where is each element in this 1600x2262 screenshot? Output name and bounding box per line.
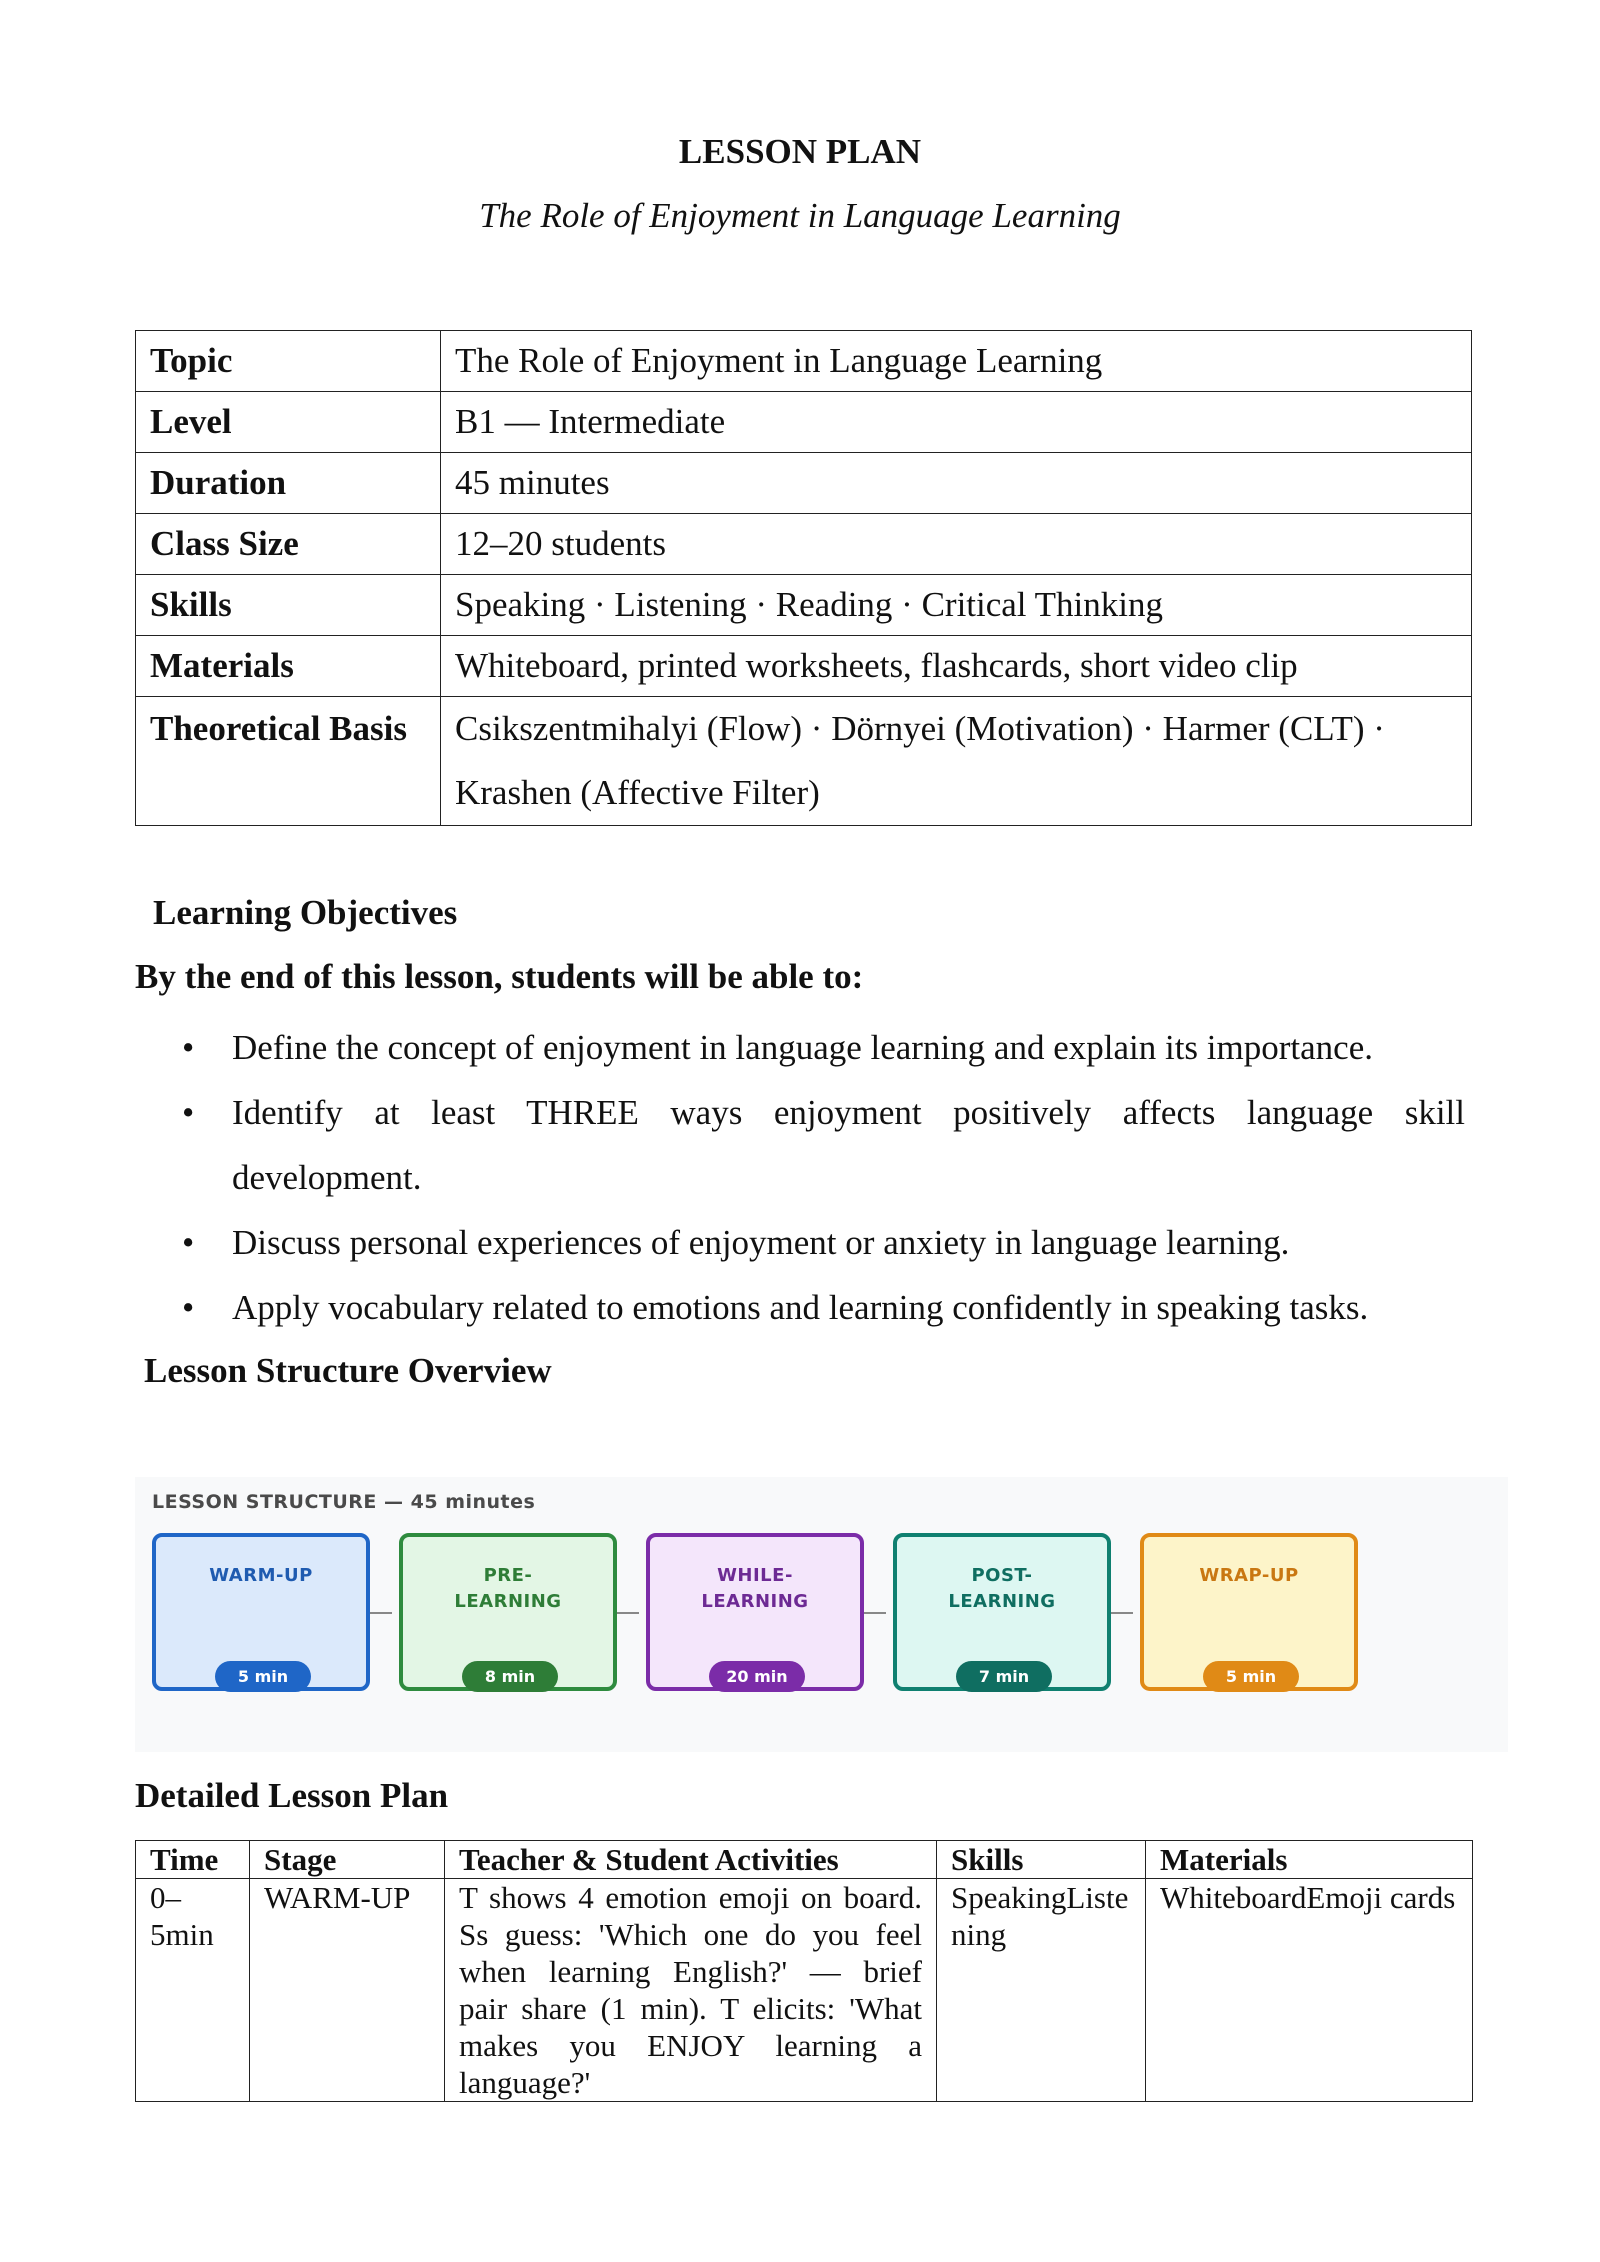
stage-cell: WARM-UP [250,1879,445,2102]
stage-name: WRAP-UP [1199,1565,1299,1586]
plan-column-header: Teacher & Student Activities [445,1841,937,1879]
stage-duration-badge: 5 min [215,1661,311,1692]
stage-connector [370,1612,392,1614]
info-label: Duration [136,453,441,514]
activities-cell: T shows 4 emotion emoji on board. Ss guess: 'Which one do you feel when learning English?' — brief pair share (1 min). T elicits: 'What makes you ENJOY learning a language?' [445,1879,937,2102]
info-row [136,575,1472,636]
stage-duration-badge: 8 min [462,1661,558,1692]
table-row [136,1879,1473,2102]
stage-connector [864,1612,886,1614]
objectives-list [135,1015,1465,1340]
info-value: 45 minutes [441,453,1472,514]
plan-column-header: Time [136,1841,250,1879]
structure-heading: Lesson Structure Overview [144,1351,552,1390]
objective-text: Apply vocabulary related to emotions and learning confidently in speaking tasks. [232,1288,1369,1327]
plan-column-header: Stage [250,1841,445,1879]
stage-name: WHILE- LEARNING [701,1565,809,1612]
info-row [136,453,1472,514]
objective-item [135,1015,1465,1080]
stage-connector [617,1612,639,1614]
document-title: LESSON PLAN [678,132,922,171]
stage-name: WARM-UP [209,1565,313,1586]
objective-text: Identify at least THREE ways enjoyment positively affects language skill development. [232,1093,1465,1197]
stage-box [646,1533,864,1691]
bullet-icon: • [182,1288,195,1327]
objectives-heading: Learning Objectives [153,893,458,932]
bullet-icon: • [182,1223,195,1262]
detailed-plan-table [135,1840,1473,2102]
diagram-title: LESSON STRUCTURE — 45 minutes [152,1491,536,1513]
bullet-icon: • [182,1093,195,1132]
info-row [136,392,1472,453]
info-row [136,331,1472,392]
objective-text: Discuss personal experiences of enjoyment or anxiety in language learning. [232,1223,1290,1262]
skills-cell: SpeakingListening [937,1879,1146,2102]
stage-duration-badge: 7 min [956,1661,1052,1692]
stage-box [399,1533,617,1691]
objective-item [135,1080,1465,1210]
stage-duration-badge: 5 min [1203,1661,1299,1692]
stage-name: PRE- LEARNING [454,1565,562,1612]
info-value: Speaking · Listening · Reading · Critical Thinking [441,575,1472,636]
info-value: Csikszentmihalyi (Flow) · Dörnyei (Motivation) · Harmer (CLT) · Krashen (Affective Filter) [441,697,1472,826]
info-label: Skills [136,575,441,636]
stage-duration-badge: 20 min [709,1661,805,1692]
info-label: Topic [136,331,441,392]
document-subtitle: The Role of Enjoyment in Language Learning [479,196,1121,235]
bullet-icon: • [182,1028,195,1067]
stage-connector [1111,1612,1133,1614]
info-label: Class Size [136,514,441,575]
info-label: Materials [136,636,441,697]
materials-cell: WhiteboardEmoji cards [1146,1879,1473,2102]
lesson-info-table [135,330,1472,826]
info-value: Whiteboard, printed worksheets, flashcards, short video clip [441,636,1472,697]
info-value: The Role of Enjoyment in Language Learning [441,331,1472,392]
objective-item [135,1275,1465,1340]
info-label: Level [136,392,441,453]
plan-header-row [136,1841,1473,1879]
info-row [136,514,1472,575]
stage-box [893,1533,1111,1691]
lesson-structure-diagram [135,1477,1508,1752]
stage-name: POST- LEARNING [948,1565,1056,1612]
info-row [136,697,1472,826]
objective-item [135,1210,1465,1275]
plan-column-header: Materials [1146,1841,1473,1879]
objectives-intro: By the end of this lesson, students will be able to: [135,957,864,996]
objective-text: Define the concept of enjoyment in language learning and explain its importance. [232,1028,1373,1067]
time-cell: 0–5min [136,1879,250,2102]
detailed-plan-heading: Detailed Lesson Plan [135,1776,449,1815]
info-label: Theoretical Basis [136,697,441,826]
info-value: B1 — Intermediate [441,392,1472,453]
info-value: 12–20 students [441,514,1472,575]
stage-box [152,1533,370,1691]
info-row [136,636,1472,697]
plan-column-header: Skills [937,1841,1146,1879]
stage-box [1140,1533,1358,1691]
